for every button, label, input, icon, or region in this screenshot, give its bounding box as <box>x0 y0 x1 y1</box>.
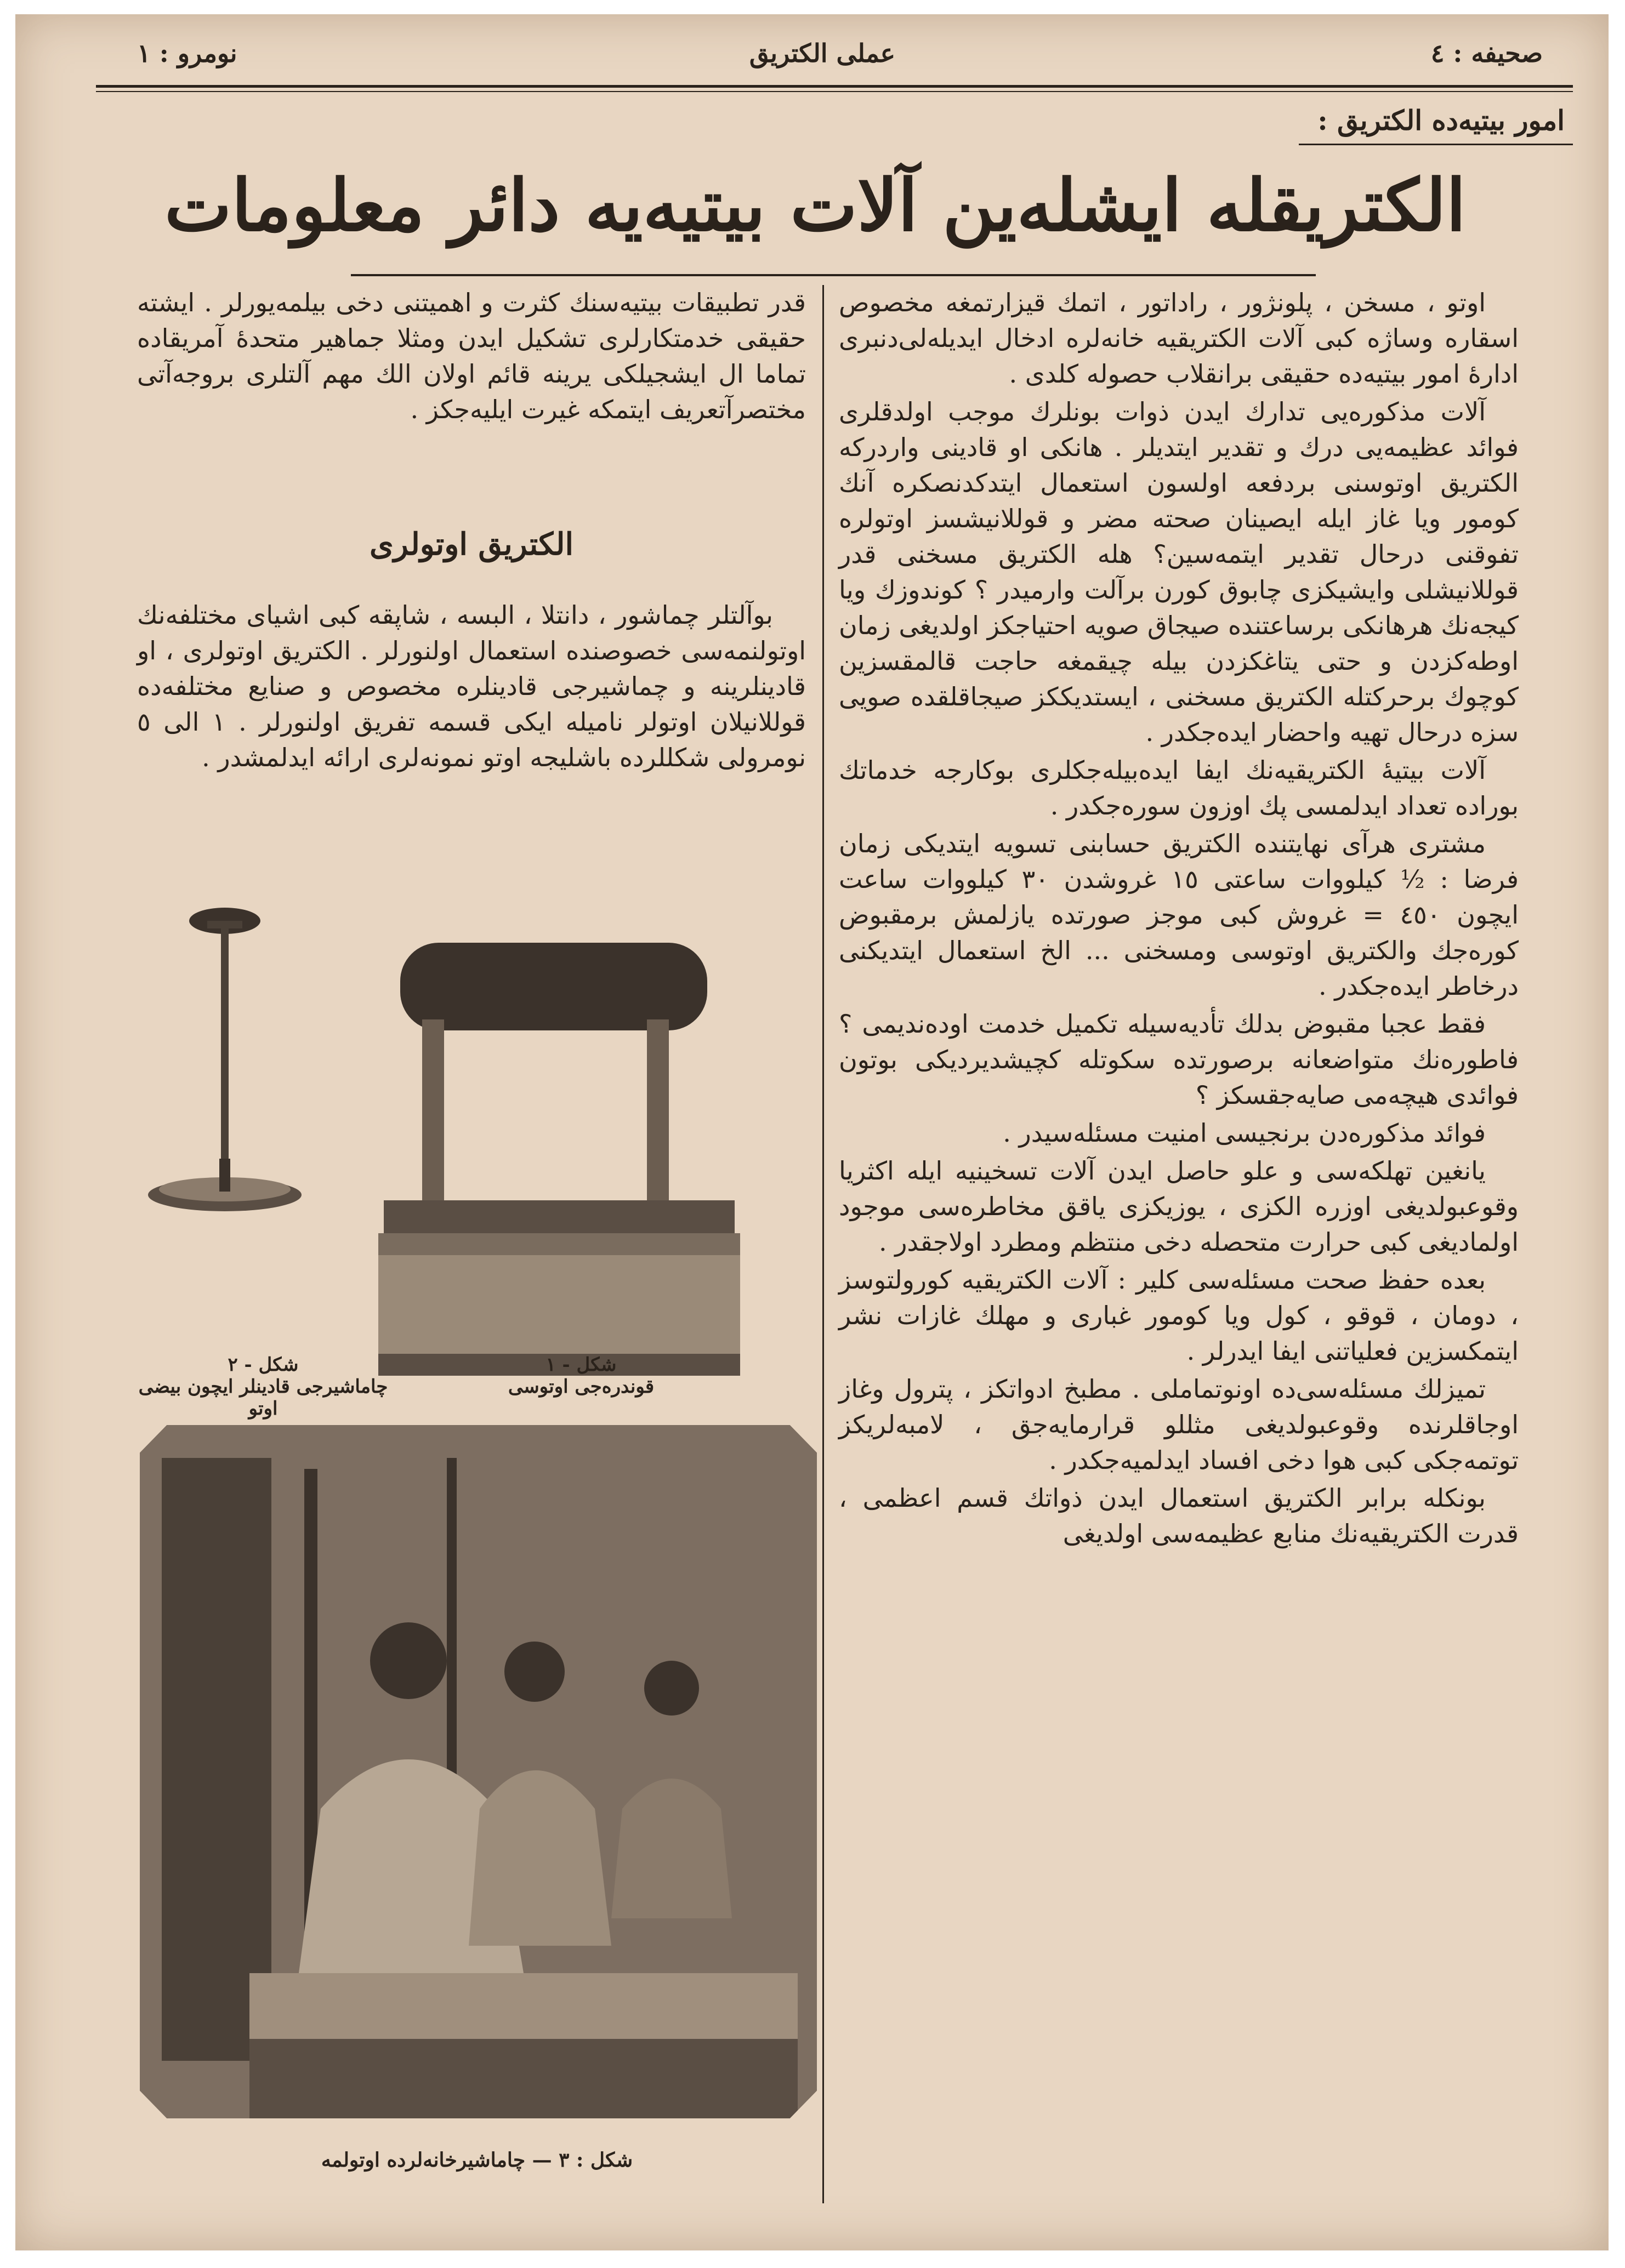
section-tag-underline <box>1299 144 1573 145</box>
paragraph: يانغين تهلكه‌سى و علو حاصل ايدن آلات تسخينيه ايله اكثريا وقوعبولديغى اوزره الكزى ، يوزيكزى ياقق مخاطره‌سى موجود اولماديغى كبى حرارت متحصله دخى منتظم ومطرد اولاجقدر . <box>839 1156 1519 1257</box>
left-column-intro <box>137 285 806 430</box>
header-rule <box>96 85 1573 88</box>
iron-illustrations <box>137 899 806 1425</box>
paragraph: بونكله برابر الكتريق استعمال ايدن ذواتك قسم اعظمى ، قدرت الكتريقيه‌نك منابع عظيمه‌سى اولديغى <box>839 1483 1519 1548</box>
sub-heading: الكتريق اوتولرى <box>369 526 574 562</box>
paragraph: قدر تطبيقات بيتيه‌سنك كثرت و اهميتنى دخى بيلمه‌يورلر . ايشته حقيقى خدمتكارلرى تشكيل ايدن ومثلا جماهير متحده‌ٔ آمريقاده تماما ال ايشجيلكى يرينه قائم اولان الك مهم آلتلرى بروجه‌آتى مختصرآتعريف ايتمكه غيرت ايليه‌جكز . <box>137 288 806 424</box>
headline-underline <box>351 274 1316 276</box>
laundry-photo-illustration <box>140 1425 817 2118</box>
headline: الكتريقله ايشله‌ين آلات بيتيه‌يه دائر معلومات <box>164 163 1466 247</box>
journal-title: عملى الكتريق <box>749 38 896 68</box>
figure-3-caption: شكل : ٣ — چاماشيرخانه‌لرده اوتولمه <box>321 2149 633 2172</box>
paragraph: بعده حفظ صحت مسئله‌سى كلير : آلات الكتريقيه كورولتوسز ، دومان ، قوقو ، كول ويا كومور غبارى و مهلك غازات نشر ايتمكسزين فعلياتنى ايفا ايدرلر . <box>839 1265 1519 1366</box>
figure-1-caption: شكل - ١ قوندره‌جى اوتوسى <box>508 1354 655 1398</box>
laundry-photo <box>140 1425 817 2118</box>
right-column-text <box>839 285 1519 1554</box>
paragraph: مشترى هرآى نهايتنده الكتريق حسابنى تسويه ايتديكى زمان فرضا : ½ كيلووات ساعتى ١٥ غروشدن ٣٠ كيلووات ساعت ايچون ٤٥٠ = غروش كبى موجز صورتده يازلمش برمقبوض كوره‌جك والكتريق اوتوسى ومسخنى ... الخ استعمال ايتديكنى درخاطر ايده‌جكدر . <box>839 829 1519 1001</box>
paragraph: فقط عجبا مقبوض بدلك تأديه‌سيله تكميل خدمت اوده‌نديمى ؟ فاطوره‌نك متواضعانه برصورتده سكوتله كچيشديرديكى بوتون فوائدى هيچه‌مى صايه‌جقسكز ؟ <box>839 1009 1519 1110</box>
column-divider <box>822 285 824 2203</box>
oval-iron-illustration <box>148 908 302 1211</box>
figure-2-caption: شكل - ٢ چاماشيرجى قادينلر ايچون بيضى اوتو <box>138 1354 388 1420</box>
header-rule-thin <box>96 91 1573 92</box>
shoemaker-iron-illustration <box>378 943 740 1376</box>
paragraph: آلات بيتيه‌ٔ الكتريقيه‌نك ايفا ايده‌بيله‌جكلرى بوكارجه خدماتك بوراده تعداد ايدلمسى پك اوزون سوره‌جكدر . <box>839 755 1519 820</box>
paragraph: فوائد مذكوره‌دن برنجيسى امنيت مسئله‌سيدر . <box>1003 1118 1486 1148</box>
paragraph: بوآلتلر چماشور ، دانتلا ، البسه ، شاپقه كبى اشياى مختلفه‌نك اوتولنمه‌سى خصوصنده استعمال اولنورلر . الكتريق اوتولرى ، او قادينلرينه و چماشيرجى قادينلره مخصوص و صنايع مختلفه‌ده قوللانيلان اوتولر ناميله ايكى قسمه تفريق اولنورلر . ١ الى ٥ نومرولى شكللرده باشليجه اوتو نمونه‌لرى ارائه ايدلمشدر . <box>137 600 806 772</box>
issue-number-label: نومرو : ١ <box>137 38 237 68</box>
paragraph: اوتو ، مسخن ، پلونژور ، راداتور ، اتمك قيزارتمغه مخصوص اسقاره وساژه كبى آلات الكتريقيه خانه‌لره ادخال ايديله‌لى‌دنبرى اداره‌ٔ امور بيتيه‌ده حقيقى برانقلاب حصوله كلدى . <box>839 288 1519 389</box>
page-number-label: صحيفه : ٤ <box>1430 38 1543 68</box>
figure-irons <box>137 899 806 1425</box>
paragraph: تميزلك مسئله‌سى‌ده اونوتماملى . مطبخ ادواتكز ، پترول وغاز اوجاقلرنده وقوعبولديغى مثللو قرارمايه‌جق ، لامبه‌لريكز توتمه‌جكى كبى هوا دخى افساد ايدلميه‌جكدر . <box>839 1374 1519 1475</box>
section-tag: امور بيتيه‌ده الكتريق : <box>1317 104 1565 136</box>
left-column-irons-text <box>137 597 806 778</box>
paragraph: آلات مذكوره‌يى تدارك ايدن ذوات بونلرك موجب اولدقلرى فوائد عظيمه‌يى درك و تقدير ايتديلر . هانكى او قادينى واردركه الكتريق اوتوسنى بردفعه اولسون استعمال ايتدكدنصكره آنك كومور ويا غاز ايله ايصينان صحته مضر و قوللانيشسز اوتولره تفوقنى درحال تقدير ايتمه‌سين؟ هله الكتريق مسخنى قدر قوللانيشلى وايشيكزى چابوق كورن برآلت وارميدر ؟ كوندوزك ويا كيجه‌نك هرهانكى برساعتنده صيجاق صويه احتياجكز اولديغى زمان اوطه‌كزدن و حتى يتاغكزدن بيله چيقمغه حاجت قالمقسزين كوچوك برحركتله الكتريق مسخنى ، ايستديككز صيجاقلقده صويى سزه درحال تهيه واحضار ايده‌جكدر . <box>839 397 1519 747</box>
